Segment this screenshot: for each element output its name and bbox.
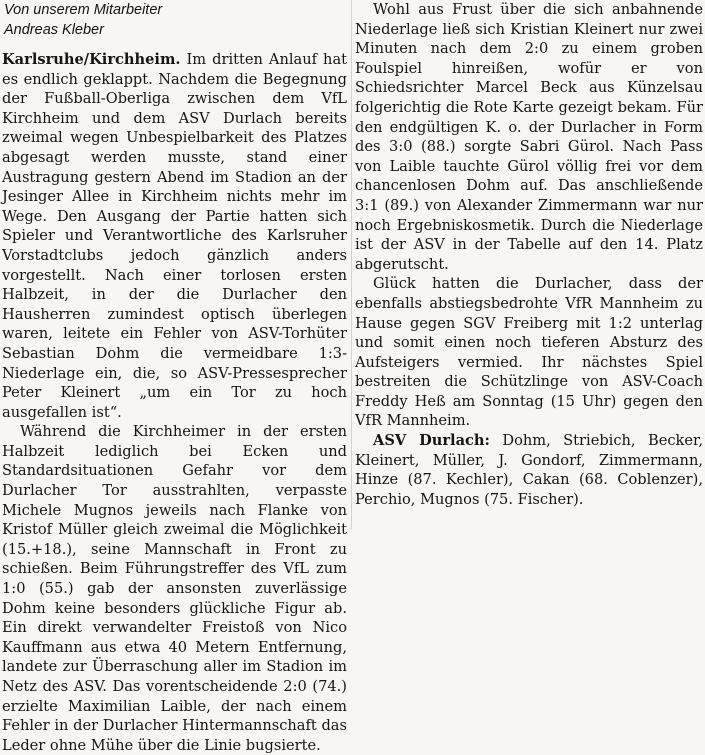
team-label: ASV Durlach: xyxy=(373,432,490,450)
byline-author: Andreas Kleber xyxy=(4,22,104,38)
lineup-text: Dohm, Striebich, Becker, Kleinert, Müller, J. Gondorf, Zimmermann, Hinze (87. Kechler), Cakan (68. Coblenzer), Perchio, Mugnos (75. Fischer). xyxy=(355,432,704,508)
article-paragraph-3: Wohl aus Frust über die sich anbahnende Niederlage ließ sich Kristian Kleinert nur zwei Minuten nach dem 2:0 zu einem groben Foulspiel hinreißen, wofür er von Schiedsrichter Marcel Beck aus Künzelsau folgerichtig die Rote Karte gezeigt bekam. Für den endgültigen K. o. der Durlacher in Form des 3:0 (88.) sorgte Sabri Gürol. Nach Pass von Laible tauchte Gürol völlig frei vor dem chancenlosen Dohm auf. Das anschließende 3:1 (89.) von Alexander Zimmermann war nur noch Ergebniskosmetik. Durch die Niederlage ist der ASV in der Tabelle auf den 14. Platz abgerutscht. xyxy=(355,1,703,273)
article-paragraph-1 xyxy=(2,50,347,422)
dateline: Karlsruhe/Kirchheim. xyxy=(2,51,181,68)
column-divider xyxy=(351,0,352,530)
left-column xyxy=(2,0,347,755)
article-paragraph-1-text: Im dritten Anlauf hat es endlich geklappt. Nachdem die Begegnung der Fußball-Oberliga zwischen dem VfL Kirchheim und dem ASV Durlach bereits zweimal wegen Unbespielbarkeit des Platzes abgesagt werden musste, stand einer Austragung gestern Abend im Stadion an der Jesinger Allee in Kirchheim nichts mehr im Wege. Den Ausgang der Partie hatten sich Spieler und Verantwortliche des Karlsruher Vorstadtclubs jedoch gänzlich anders vorgestellt. Nach einer torlosen ersten Halbzeit, in der die Durlacher den Hausherren zumindest optisch überlegen waren, leitete ein Fehler von ASV-Torhüter Sebastian Dohm die vermeidbare 1:3-Niederlage ein, die, so ASV-Pressesprecher Peter Kleinert „um ein Tor zu hoch ausgefallen ist“. xyxy=(2,51,348,421)
right-column xyxy=(355,0,703,509)
article-paragraph-4: Glück hatten die Durlacher, dass der ebenfalls abstiegsbedrohte VfR Mannheim zu Hause gegen SGV Freiberg mit 1:2 unterlag und somit einen noch tieferen Absturz des Aufsteigers vermied. Ihr nächstes Spiel bestreiten die Schützlinge von ASV-Coach Freddy Heß am Sonntag (15 Uhr) gegen den VfR Mannheim. xyxy=(355,275,703,430)
article-paragraph-2: Während die Kirchheimer in der ersten Halbzeit lediglich bei Ecken und Standardsituationen Gefahr vor dem Durlacher Tor ausstrahlten, verpasste Michele Mugnos jeweils nach Flanke von Kristof Müller gleich zweimal die Möglichkeit (15.+18.), seine Mannschaft in Front zu schießen. Beim Führungstreffer des VfL zum 1:0 (55.) gab der ansonsten zuverlässige Dohm keine besonders glückliche Figur ab. Ein direkt verwandelter Freistoß von Nico Kauffmann aus etwa 40 Metern Entfernung, landete zur Überraschung aller im Stadion im Netz des ASV. Das vorentscheidende 2:0 (74.) erzielte Maximilian Laible, der nach einem Fehler in der Durlacher Hintermannschaft das Leder ohne Mühe über die Linie bugsierte. xyxy=(2,423,347,754)
lineup-paragraph xyxy=(355,431,703,509)
byline xyxy=(2,0,347,40)
byline-intro: Von unserem Mitarbeiter xyxy=(4,2,163,18)
